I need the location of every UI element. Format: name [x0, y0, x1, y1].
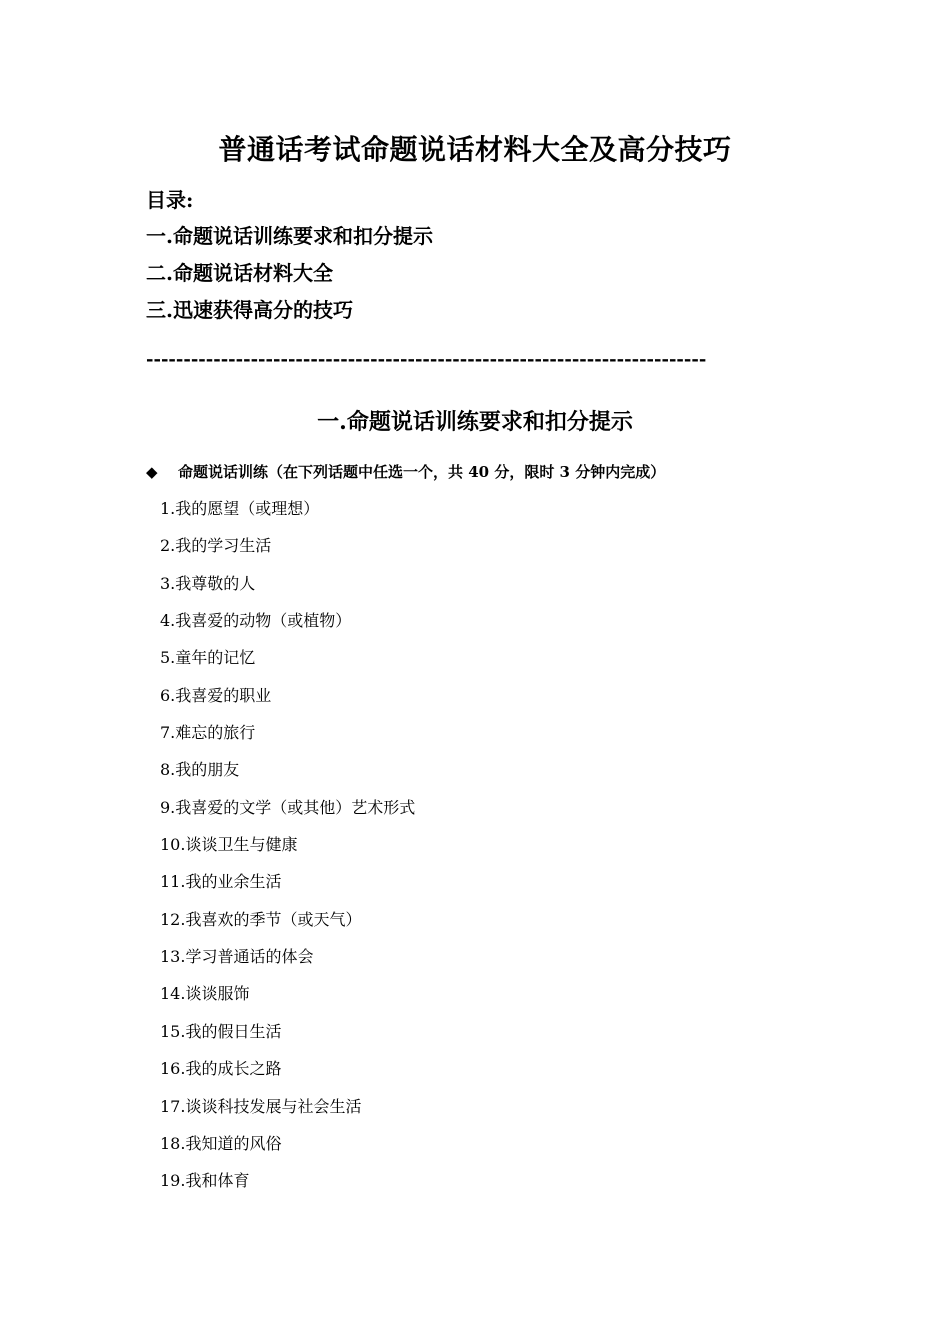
topic-item: 6.我喜爱的职业 [160, 685, 272, 705]
topic-item: 17.谈谈科技发展与社会生活 [160, 1096, 362, 1116]
bullet-paragraph [146, 460, 665, 484]
topic-item: 1.我的愿望（或理想） [160, 499, 320, 518]
topic-item: 11.我的业余生活 [160, 872, 282, 892]
topic-item: 4.我喜爱的动物（或植物） [160, 611, 352, 631]
topic-item: 14.谈谈服饰 [160, 984, 250, 1004]
topic-item: 15.我的假日生活 [160, 1021, 282, 1041]
topic-list [160, 497, 415, 1207]
diamond-bullet-icon: ◆ [146, 463, 158, 481]
topic-item: 12.我喜欢的季节（或天气） [160, 909, 362, 929]
bullet-text: 命题说话训练（在下列话题中任选一个，共 40 分，限时 3 分钟内完成） [178, 463, 666, 481]
toc-item: 一.命题说话训练要求和扣分提示 [146, 224, 433, 248]
toc-heading: 目录: [146, 188, 194, 212]
topic-item: 18.我知道的风俗 [160, 1133, 282, 1153]
topic-item: 16.我的成长之路 [160, 1059, 282, 1079]
topic-item: 19.我和体育 [160, 1171, 250, 1191]
topic-item: 2.我的学习生活 [160, 536, 272, 556]
document-title: 普通话考试命题说话材料大全及高分技巧 [218, 133, 732, 166]
toc-item: 三.迅速获得高分的技巧 [146, 298, 353, 322]
topic-item: 5.童年的记忆 [160, 648, 256, 668]
topic-item: 10.谈谈卫生与健康 [160, 835, 298, 855]
topic-item: 7.难忘的旅行 [160, 723, 256, 743]
topic-item: 9.我喜爱的文学（或其他）艺术形式 [160, 797, 416, 817]
topic-item: 13.学习普通话的体会 [160, 947, 314, 967]
topic-item: 3.我尊敬的人 [160, 573, 256, 593]
table-of-contents [146, 222, 433, 333]
section-heading: 一.命题说话训练要求和扣分提示 [317, 409, 633, 435]
topic-item: 8.我的朋友 [160, 760, 240, 780]
dashed-divider: --------------------------------------------------------------------------- [146, 349, 707, 370]
toc-item: 二.命题说话材料大全 [146, 261, 333, 285]
